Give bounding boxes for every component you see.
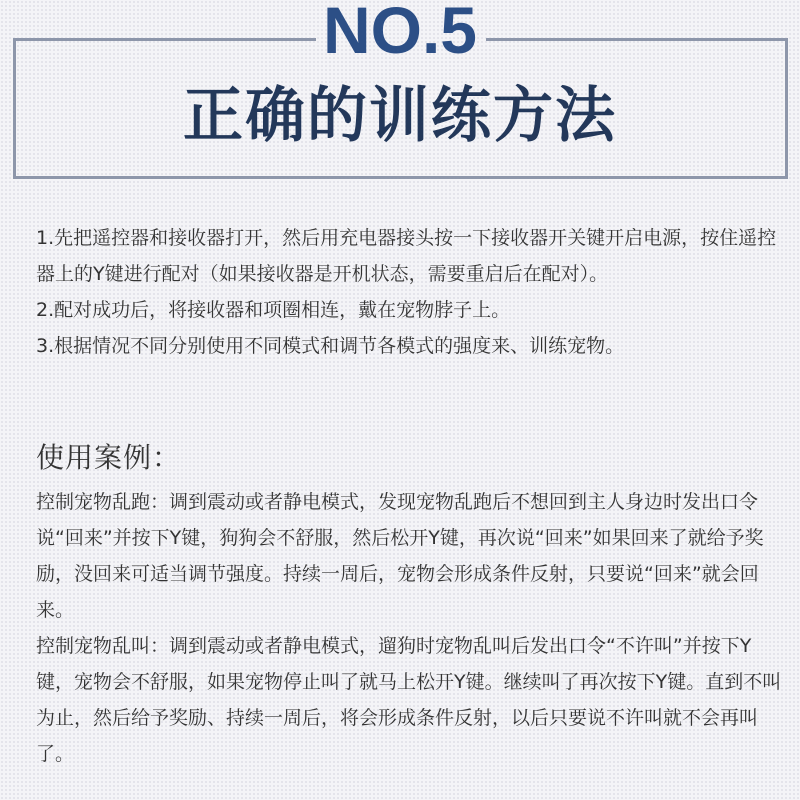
step-item: 2.配对成功后，将接收器和项圈相连，戴在宠物脖子上。 bbox=[36, 299, 511, 321]
cases-heading: 使用案例： bbox=[36, 441, 182, 474]
page-title: 正确的训练方法 bbox=[183, 81, 617, 151]
section-number: NO.5 bbox=[322, 0, 478, 67]
training-steps bbox=[36, 220, 786, 364]
usage-cases bbox=[36, 484, 786, 772]
case-item: 控制宠物乱跑：调到震动或者静电模式，发现宠物乱跑后不想回到主人身边时发出口令说“回来”并按下Y键，狗狗会不舒服，然后松开Y键，再次说“回来”如果回来了就给予奖励，没回来可适当调节强度。持续一周后，宠物会形成条件反射，只要说“回来”就会回来。 bbox=[36, 491, 764, 621]
step-item: 3.根据情况不同分别使用不同模式和调节各模式的强度来、训练宠物。 bbox=[36, 335, 625, 357]
step-item: 1.先把遥控器和接收器打开，然后用充电器接头按一下接收器开关键开启电源，按住遥控器上的Y键进行配对（如果接收器是开机状态，需要重启后在配对）。 bbox=[36, 227, 777, 285]
case-item: 控制宠物乱叫：调到震动或者静电模式，遛狗时宠物乱叫后发出口令“不许叫”并按下Y键，宠物会不舒服，如果宠物停止叫了就马上松开Y键。继续叫了再次按下Y键。直到不叫为止，然后给予奖励、持续一周后，将会形成条件反射，以后只要说不许叫就不会再叫了。 bbox=[36, 635, 782, 765]
